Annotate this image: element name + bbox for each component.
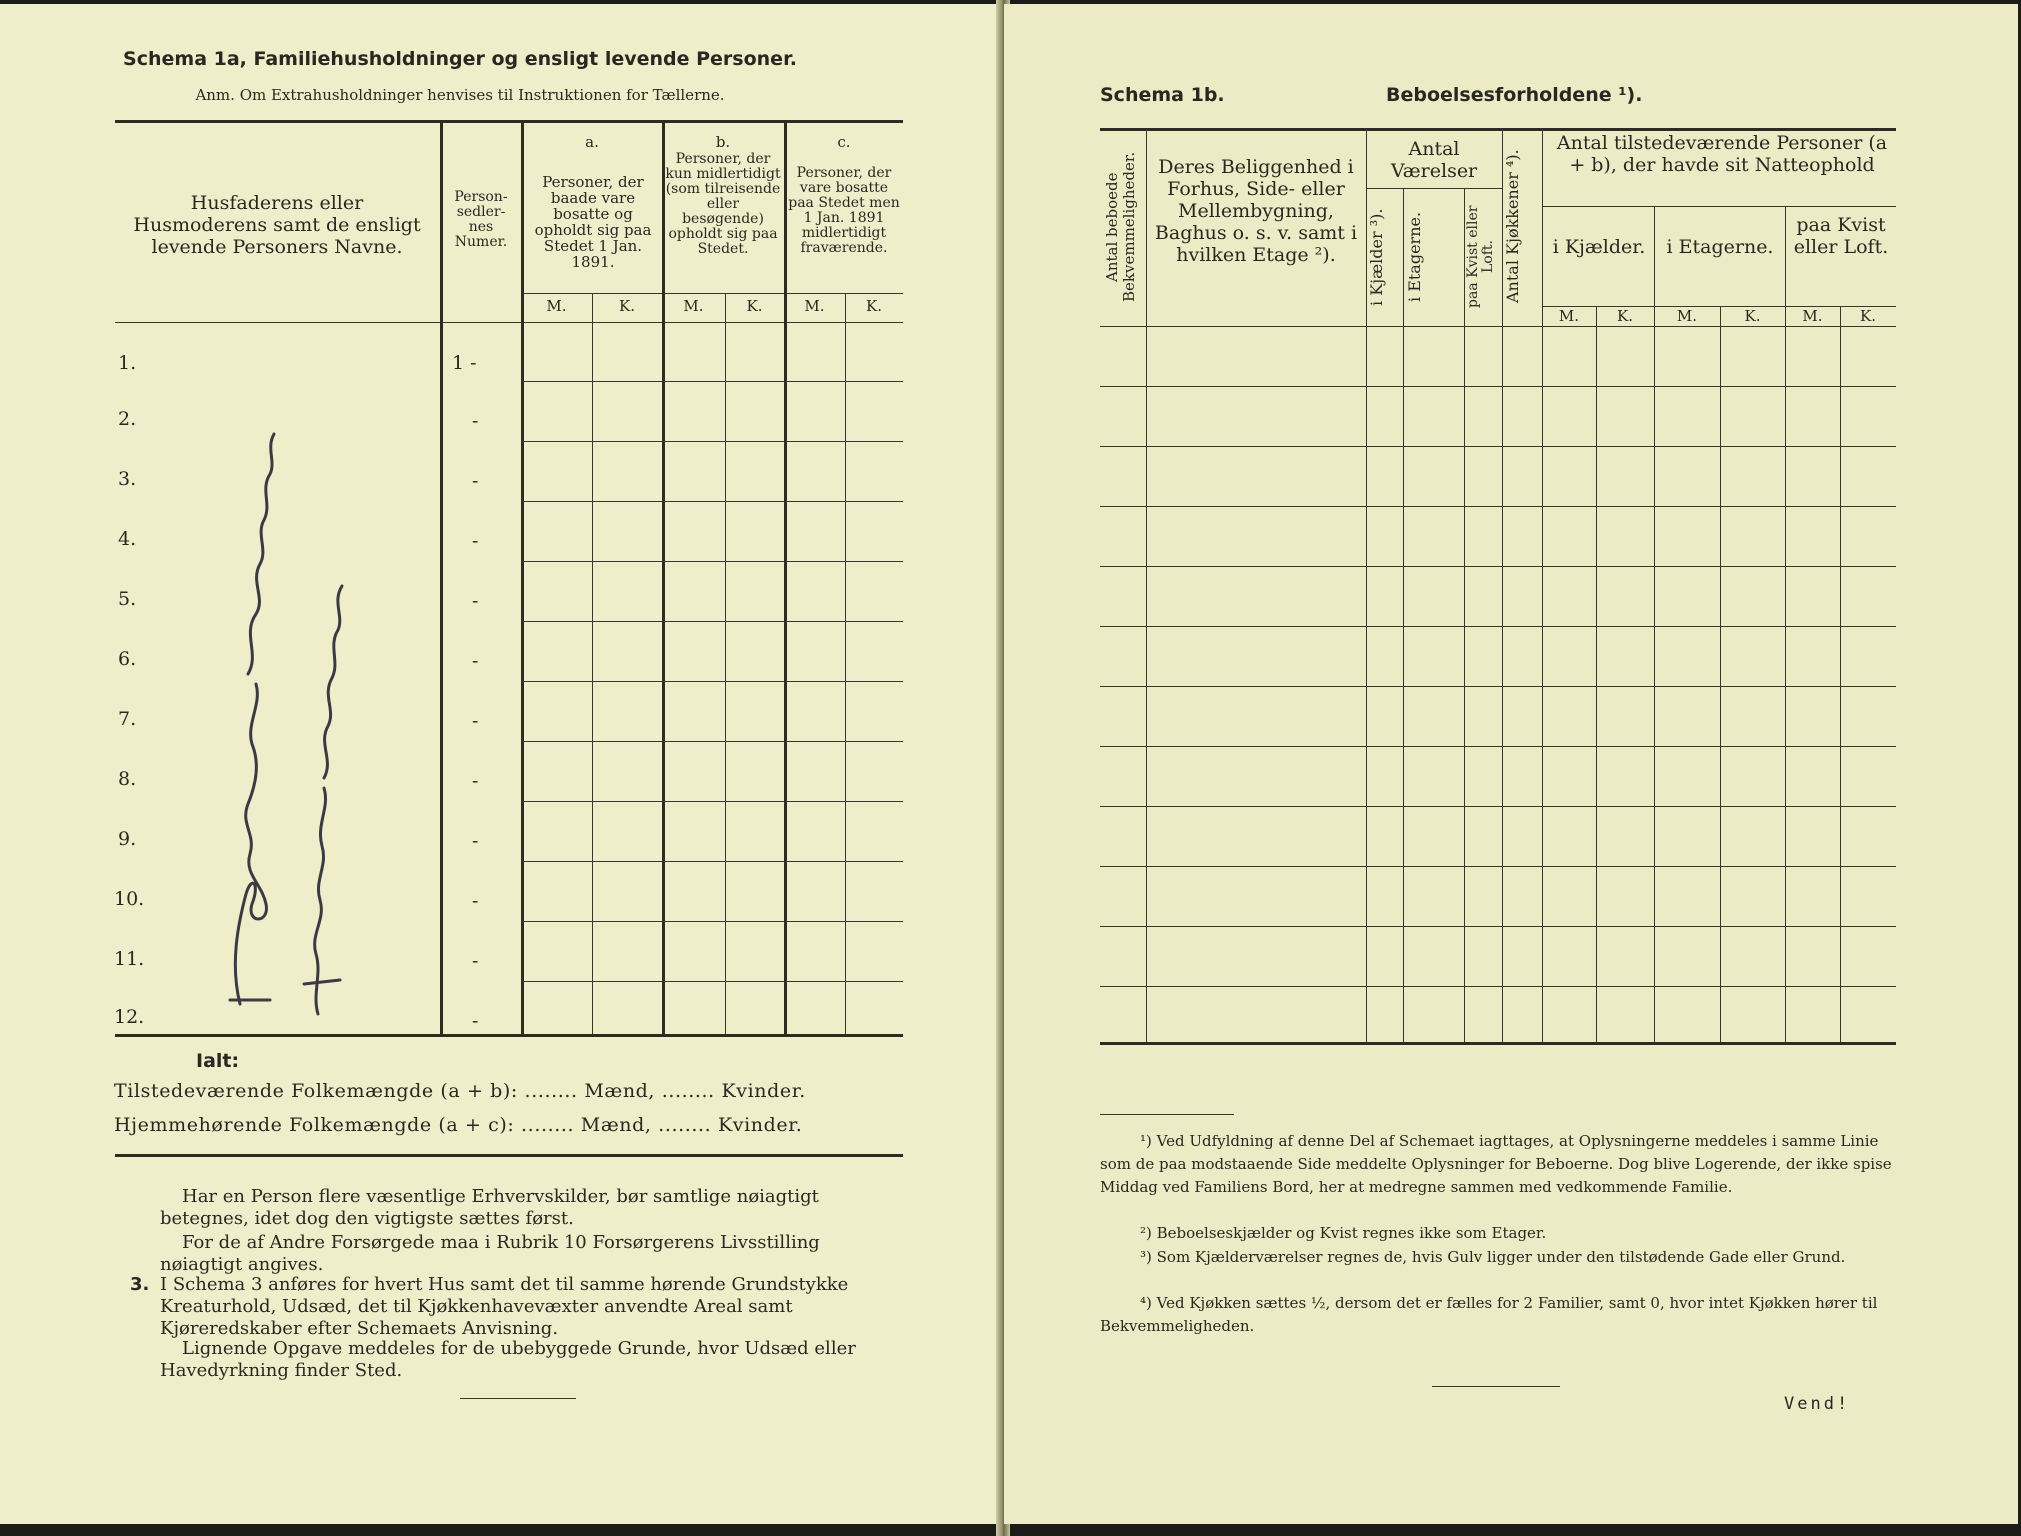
ialt-label: Ialt: (196, 1050, 240, 1072)
left-page (0, 4, 1000, 1524)
row-rule (1100, 446, 1896, 447)
col-rule-2 (521, 120, 524, 1034)
label-b-k: K. (746, 297, 763, 315)
schema-1b-subtitle: Beboelsesforholdene ¹). (1386, 84, 1643, 106)
label-a-m: M. (546, 297, 567, 315)
closing-rule-left (460, 1398, 576, 1399)
row-number-10: 10. (114, 888, 145, 910)
row-rule (521, 681, 903, 682)
hjemmehorende-line: Hjemmehørende Folkemængde (a + c): ........ Mænd, ........ Kvinder. (114, 1114, 803, 1136)
row-rule (521, 501, 903, 502)
header-bekvemmeligheder: Antal beboede Bekvemmeligheder. (1103, 151, 1138, 303)
header-a-letter: a. (585, 133, 599, 151)
vend-label: Vend! (1784, 1394, 1851, 1414)
row-rule (1100, 746, 1896, 747)
person-number-mark: - (472, 830, 479, 852)
row-number-5: 5. (118, 588, 137, 610)
row-rule (521, 441, 903, 442)
footnote-3: ³) Som Kjælderværelser regnes de, hvis Gulv ligger under den tilstødende Gade eller Grund. (1140, 1248, 1846, 1266)
footnote-rule (1100, 1114, 1234, 1115)
instruction-4: Lignende Opgave meddeles for de ubebyggede Grunde, hvor Udsæd eller Havedyrkning finder Sted. (160, 1338, 856, 1381)
header-personer: Antal tilstedeværende Personer (a + b), der havde sit Natteophold (1556, 132, 1888, 176)
header-b-letter: b. (715, 133, 731, 151)
person-number-mark: - (472, 950, 479, 972)
footnote-2: ²) Beboelseskjælder og Kvist regnes ikke som Etager. (1140, 1224, 1547, 1242)
label-et-m: M. (1676, 307, 1698, 325)
row-rule (1100, 566, 1896, 567)
header-kjokkener: Antal Kjøkkener ⁴). (1503, 149, 1522, 303)
row-rule (521, 921, 903, 922)
pers-sub-rule (1542, 206, 1896, 207)
header-vaer-kvist: paa Kvist eller Loft. (1465, 205, 1496, 309)
row-number-3: 3. (118, 468, 137, 490)
col-rule (1785, 206, 1786, 1042)
right-page (1004, 4, 2018, 1524)
col-rule (1720, 306, 1721, 1042)
header-vaer-kjaelder: i Kjælder ³). (1367, 208, 1386, 306)
col-rule (1464, 188, 1465, 1042)
handwritten-annotation (200, 404, 380, 1024)
table-bottom-rule (115, 1034, 903, 1037)
schema-1a-title: Schema 1a, Familiehusholdninger og ensligt levende Personer. (123, 48, 797, 70)
col-rule-b-mk (725, 293, 726, 1034)
label-b-m: M. (683, 297, 704, 315)
header-vaer-etagerne: i Etagerne. (1405, 211, 1424, 303)
person-number-mark: - (472, 710, 479, 732)
label-kv-k: K. (1860, 307, 1876, 325)
instruction-2: For de af Andre Forsørgede maa i Rubrik 10 Forsørgerens Livsstilling nøiagtigt angives. (160, 1232, 820, 1275)
row-number-7: 7. (118, 708, 137, 730)
schema-1a-note: Anm. Om Extrahusholdninger henvises til Instruktionen for Tællerne. (195, 86, 725, 104)
person-number-1: 1 - (452, 352, 477, 374)
label-kv-m: M. (1802, 307, 1823, 325)
header-names: Husfaderens eller Husmoderens samt de ensligt levende Personers Navne. (133, 192, 421, 258)
row-rule (521, 801, 903, 802)
instruction-3-number: 3. (130, 1274, 150, 1295)
row-number-12: 12. (114, 1006, 145, 1028)
instruction-1: Har en Person flere væsentlige Erhvervskilder, bør samtlige nøiagtigt betegnes, idet dog den vigtigste sættes først. (160, 1186, 819, 1229)
person-number-mark: - (472, 590, 479, 612)
person-number-mark: - (472, 530, 479, 552)
row-rule (1100, 386, 1896, 387)
col-rule-c-mk (845, 293, 846, 1034)
label-a-k: K. (619, 297, 635, 315)
col-rule (1840, 306, 1841, 1042)
col-rule (1146, 128, 1147, 1042)
row-rule (521, 981, 903, 982)
row-number-1: 1. (118, 352, 137, 374)
row-number-2: 2. (118, 408, 137, 430)
label-kj-m: M. (1558, 307, 1580, 325)
row-rule (1100, 866, 1896, 867)
row-number-9: 9. (118, 828, 137, 850)
header-pers-kvist: paa Kvist eller Loft. (1793, 214, 1889, 258)
row-number-6: 6. (118, 648, 137, 670)
header-c: Personer, der vare bosatte paa Stedet men 1 Jan. 1891 midlertidigt fraværende. (788, 165, 900, 256)
col-rule (1596, 306, 1597, 1042)
row-rule (1100, 626, 1896, 627)
person-number-mark: - (472, 650, 479, 672)
row-number-11: 11. (114, 948, 145, 970)
row-rule (1100, 806, 1896, 807)
label-kj-k: K. (1617, 307, 1633, 325)
person-number-mark: - (472, 1010, 479, 1032)
row-rule (521, 621, 903, 622)
label-c-m: M. (804, 297, 825, 315)
col-rule (1403, 188, 1404, 1042)
closing-rule-right (1432, 1386, 1560, 1387)
label-c-k: K. (866, 297, 882, 315)
person-number-mark: - (472, 770, 479, 792)
header-c-letter: c. (837, 133, 851, 151)
instructions-rule (115, 1154, 903, 1157)
header-b: Personer, der kun midlertidigt (som tilreisende eller besøgende) opholdt sig paa Stedet. (665, 151, 781, 257)
vaer-sub-rule (1366, 188, 1502, 189)
row-rule (1100, 686, 1896, 687)
label-et-k: K. (1744, 307, 1761, 325)
col-rule-4 (784, 120, 787, 1034)
col-rule-1 (440, 120, 443, 1034)
row-number-8: 8. (118, 768, 137, 790)
schema-1b-title: Schema 1b. (1100, 84, 1225, 106)
table-top-rule (1100, 128, 1896, 131)
col-rule-a-mk (592, 293, 593, 1034)
instruction-3: I Schema 3 anføres for hvert Hus samt det til samme hørende Grundstykke Kreaturhold, Udsæd, det til Kjøkkenhavevæxter anvendte Areal samt Kjøreredskaber efter Schemaets Anvisning. (160, 1274, 849, 1339)
row-rule (521, 381, 903, 382)
row-rule (1100, 926, 1896, 927)
header-bottom-rule (1100, 326, 1896, 327)
header-pers-kjaelder: i Kjælder. (1552, 236, 1646, 258)
person-number-mark: - (472, 890, 479, 912)
row-rule (521, 561, 903, 562)
row-rule (521, 861, 903, 862)
col-rule-3 (662, 120, 665, 1034)
header-beliggenhed: Deres Beliggenhed i Forhus, Side- eller Mellembygning, Baghus o. s. v. samt i hvilken Etage ²). (1154, 156, 1358, 266)
col-rule (1654, 206, 1655, 1042)
person-number-mark: - (472, 410, 479, 432)
col-rule (1542, 128, 1543, 1042)
row-number-4: 4. (118, 528, 137, 550)
row-rule (1100, 506, 1896, 507)
footnote-1: ¹) Ved Udfyldning af denne Del af Schemaet iagttages, at Oplysningerne meddeles i samme Linie som de paa modstaaende Side meddelte Oplysninger for Beboerne. Dog blive Logerende, der ikke spise Middag ved Familiens Bord, her at medregne sammen med vedkommende Familie. (1100, 1132, 1892, 1196)
header-pers-etagerne: i Etagerne. (1666, 236, 1774, 258)
header-number: Person-sedler-nes Numer. (454, 189, 508, 250)
table-bottom-rule (1100, 1042, 1896, 1045)
row-rule (1100, 986, 1896, 987)
person-number-mark: - (472, 470, 479, 492)
footnote-4: ⁴) Ved Kjøkken sættes ½, dersom det er fælles for 2 Familier, samt 0, hvor intet Kjøkken hører til Bekvemmeligheden. (1100, 1294, 1878, 1335)
header-a: Personer, der baade vare bosatte og opholdt sig paa Stedet 1 Jan. 1891. (534, 173, 652, 271)
header-vaerelser: Antal Værelser (1390, 138, 1478, 182)
row-rule (521, 741, 903, 742)
tilstedevaerende-line: Tilstedeværende Folkemængde (a + b): ........ Mænd, ........ Kvinder. (114, 1080, 806, 1102)
